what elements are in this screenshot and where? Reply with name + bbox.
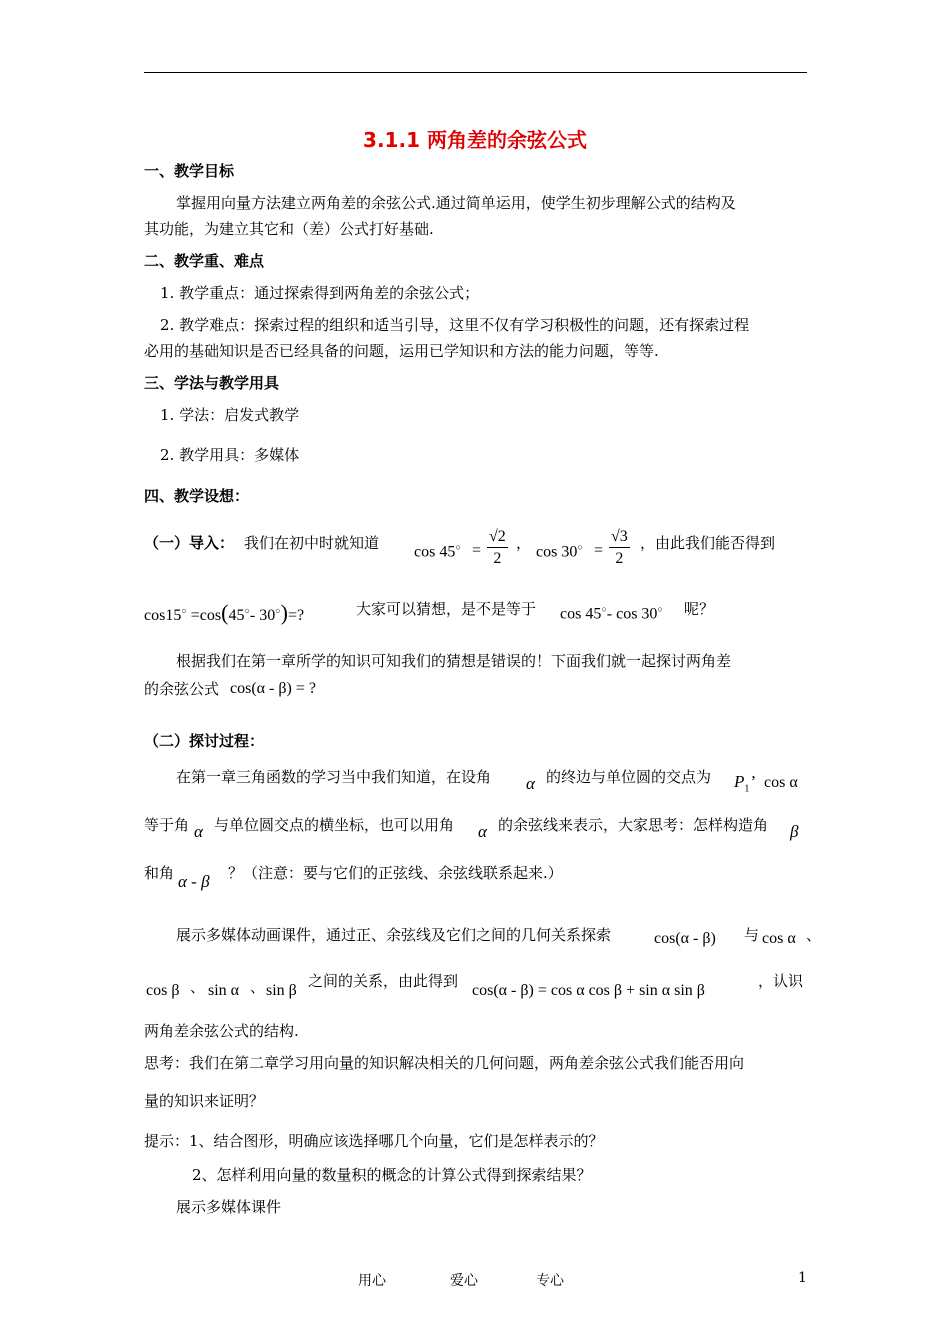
p1-point: $P_1$’	[734, 772, 756, 795]
alpha-symbol-1: α	[526, 774, 535, 793]
discussion-label: （二）探讨过程：	[144, 732, 265, 750]
alpha-symbol-3: α	[478, 822, 487, 841]
disc-line-1a: 在第一章三角函数的学习当中我们知道，在设角	[176, 768, 492, 786]
equals-sign-2: =	[594, 542, 604, 559]
guess-tail: 呢？	[684, 600, 715, 618]
sin-alpha: sin α	[208, 982, 240, 999]
sin-beta: sin β	[266, 982, 297, 999]
media-and: 与	[744, 926, 760, 944]
cos-alpha-2: cos α	[762, 930, 796, 947]
footer-word-3: 专心	[536, 1273, 564, 1289]
section-3-heading: 三、学法与教学用具	[144, 374, 280, 392]
intro-text: 我们在初中时就知道	[244, 534, 380, 552]
cos-difference-formula: cos(α - β) = cos α cos β + sin α sin β	[472, 982, 705, 999]
explore-line-1: 根据我们在第一章所学的知识可知我们的猜想是错误的！下面我们就一起探讨两角差	[176, 652, 732, 670]
footer-word-2: 爱心	[450, 1273, 478, 1289]
disc-line-3a: 和角	[144, 864, 175, 882]
intro-label: （一）导入：	[144, 534, 235, 552]
fraction-sqrt2-over-2: $\frac{√2}{2}$	[489, 528, 506, 567]
media-dun-1: 、	[806, 926, 822, 944]
disc-line-3b: ？（注意：要与它们的正弦线、余弦线联系起来.）	[228, 864, 563, 882]
section-1-heading: 一、教学目标	[144, 162, 235, 180]
disc-line-1b: 的终边与单位圆的交点为	[546, 768, 712, 786]
think-line-2: 量的知识来证明？	[144, 1092, 265, 1110]
cos45-minus-cos30: cos 45○- cos 30○	[560, 604, 663, 623]
hint-line-1: 提示：1、结合图形，明确应该选择哪几个向量，它们是怎样表示的？	[144, 1132, 604, 1150]
media-dun-3: 、	[250, 978, 266, 996]
disc-line-2b: 与单位圆交点的横坐标，也可以用角	[214, 816, 455, 834]
s3-item-1: 1. 学法：启发式教学	[160, 406, 300, 424]
cos-beta: cos β	[146, 982, 180, 999]
s1-line-1: 掌握用向量方法建立两角差的余弦公式.通过简单运用，使学生初步理解公式的结构及	[176, 194, 736, 212]
media-dun-2: 、	[190, 978, 206, 996]
cos30-expr: cos 30○	[536, 542, 583, 561]
header-rule	[144, 72, 807, 73]
equals-sign-1: =	[472, 542, 482, 559]
alpha-symbol-2: α	[194, 822, 203, 841]
media-line-1: 展示多媒体动画课件，通过正、余弦线及它们之间的几何关系探索	[176, 926, 612, 944]
cos45-expr: cos 45○	[414, 542, 461, 561]
disc-line-2a: 等于角	[144, 816, 190, 834]
cos-alpha-1: cos α	[764, 774, 798, 791]
s2-item-2a: 2. 教学难点：探索过程的组织和适当引导，这里不仅有学习积极性的问题，还有探索过程	[160, 316, 750, 334]
s1-line-2: 其功能，为建立其它和（差）公式打好基础.	[144, 220, 434, 238]
hint-line-2: 2、怎样利用向量的数量积的概念的计算公式得到探索结果？	[192, 1166, 592, 1184]
s3-item-2: 2. 教学用具：多媒体	[160, 446, 300, 464]
section-4-heading: 四、教学设想：	[144, 487, 250, 505]
show-courseware: 展示多媒体课件	[176, 1198, 282, 1216]
page-title: 3.1.1 两角差的余弦公式	[363, 128, 587, 152]
fraction-sqrt3-over-2: $\frac{√3}{2}$	[611, 528, 628, 567]
media-line-2: 之间的关系，由此得到	[308, 972, 459, 990]
page-number: 1	[798, 1270, 807, 1286]
comma-1: ，	[516, 534, 532, 552]
think-line-1: 思考：我们在第二章学习用向量的知识解决相关的几何问题，两角差余弦公式我们能否用向	[144, 1054, 745, 1072]
disc-line-2c: 的余弦线来表示，大家思考：怎样构造角	[498, 816, 769, 834]
explore-line-2-text: 的余弦公式	[144, 680, 220, 698]
section-2-heading: 二、教学重、难点	[144, 252, 265, 270]
media-line-2-tail: ，认识	[758, 972, 804, 990]
cos-alpha-minus-beta-question: cos(α - β) = ?	[230, 680, 316, 697]
alpha-minus-beta: α - β	[178, 872, 210, 891]
s2-item-1: 1. 教学重点：通过探索得到两角差的余弦公式；	[160, 284, 480, 302]
media-line-3: 两角差余弦公式的结构.	[144, 1022, 299, 1040]
beta-symbol-1: β	[790, 822, 799, 841]
footer-word-1: 用心	[358, 1273, 386, 1289]
cos-alpha-minus-beta-2: cos(α - β)	[654, 930, 716, 947]
intro-tail: ，由此我们能否得到	[640, 534, 776, 552]
guess-text: 大家可以猜想，是不是等于	[356, 600, 537, 618]
s2-item-2b: 必用的基础知识是否已经具备的问题，运用已学知识和方法的能力问题，等等.	[144, 342, 659, 360]
cos15-expression: cos15○ =cos(45○- 30○)=?	[144, 600, 305, 625]
